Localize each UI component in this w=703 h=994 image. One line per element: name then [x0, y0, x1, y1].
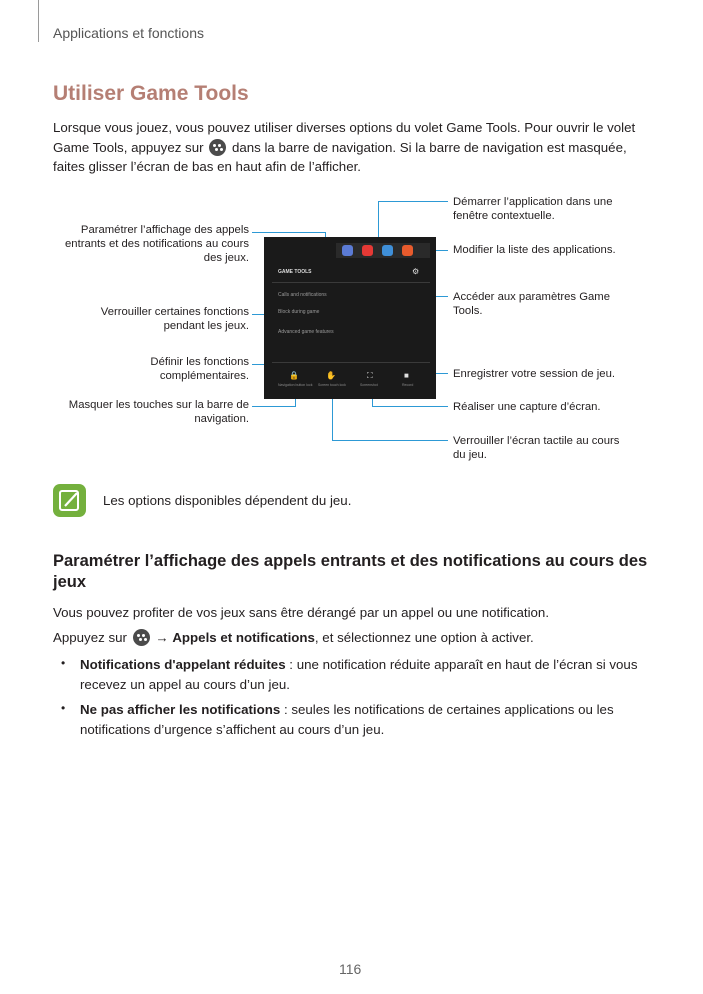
callout-settings: Accéder aux paramètres Game Tools. — [453, 291, 610, 317]
bullet-text: : une notification réduite apparaît en haut de l’écran si vous recevez un appel au cours d’un jeu. — [80, 657, 638, 692]
bullet-icon: • — [61, 701, 66, 715]
header-rule — [38, 0, 39, 42]
lock-icon: 🔒 — [289, 371, 299, 380]
app-icon — [342, 245, 353, 256]
bullet-text: : seules les notifications de certaines applications ou les notifications d’urgence s’affichent au cours d’un jeu. — [80, 702, 614, 737]
menu-item-calls: Calls and notifications — [278, 292, 327, 298]
touch-lock-icon: ✋ — [326, 371, 336, 380]
gear-icon: ⚙ — [412, 267, 420, 276]
callout-record: Enregistrer votre session de jeu. — [453, 368, 616, 380]
game-tools-icon — [209, 139, 226, 156]
leader-line — [372, 406, 448, 407]
leader-line — [378, 201, 448, 202]
instruction-paragraph — [53, 628, 648, 648]
callout-calls-notifications: Paramétrer l’affichage des appels entrants et des notifications au cours des jeux. — [65, 224, 249, 264]
app-icon — [402, 245, 413, 256]
page-number: 116 — [339, 961, 362, 977]
callout-edit-apps: Modifier la liste des applications. — [453, 244, 616, 256]
intro-text-1: Lorsque vous jouez, vous pouvez utiliser diverses options du volet Game Tools. Pour ouvrir le volet Game Tools, appuyez sur — [53, 120, 636, 155]
divider — [272, 362, 430, 363]
callout-nav-lock: Masquer les touches sur la barre de navigation. — [68, 399, 249, 425]
menu-item-block: Block during game — [278, 309, 320, 315]
menu-item-advanced: Advanced game features — [278, 329, 334, 335]
intro-paragraph — [53, 118, 648, 177]
leader-line — [252, 406, 295, 407]
bullet-title: Ne pas afficher les notifications — [80, 702, 281, 717]
page-title: Utiliser Game Tools — [53, 82, 249, 105]
callout-screenshot: Réaliser une capture d’écran. — [453, 401, 601, 413]
game-tools-icon — [133, 629, 150, 646]
arrow-icon: → — [155, 630, 169, 645]
instruction-suffix: , et sélectionnez une option à activer. — [314, 630, 534, 645]
callout-touch-lock: Verrouiller l’écran tactile au cours du jeu. — [453, 435, 620, 461]
menu-path: Appels et notifications — [172, 630, 315, 645]
callout-advanced-features: Définir les fonctions complémentaires. — [150, 356, 249, 382]
leader-line — [332, 440, 448, 441]
callout-block-functions: Verrouiller certaines fonctions pendant les jeux. — [100, 306, 249, 332]
bullet-item — [80, 700, 650, 740]
app-icon — [382, 245, 393, 256]
section-heading: Paramétrer l’affichage des appels entrants et des notifications au cours des jeux — [53, 552, 648, 591]
bullet-item — [80, 655, 650, 695]
record-icon: ■ — [404, 371, 409, 380]
app-icon — [362, 245, 373, 256]
screenshot-icon: ⛶ — [367, 371, 373, 380]
instruction-prefix: Appuyez sur — [53, 630, 127, 645]
leader-line — [332, 392, 333, 441]
note-text: Les options disponibles dépendent du jeu. — [103, 493, 352, 508]
button-label: Screen touch lock — [318, 383, 346, 387]
section-header: Applications et fonctions — [53, 25, 204, 41]
paragraph: Vous pouvez profiter de vos jeux sans être dérangé par un appel ou une notification. — [53, 605, 550, 620]
leader-line — [252, 232, 325, 233]
panel-title: GAME TOOLS — [278, 269, 312, 275]
bullet-title: Notifications d'appelant réduites — [80, 657, 286, 672]
button-label: Record — [402, 383, 414, 387]
game-tools-screenshot — [264, 237, 436, 399]
button-label: Screenshot — [360, 383, 378, 387]
button-label: Navigation button lock — [278, 383, 313, 387]
divider — [272, 282, 430, 283]
bullet-icon: • — [61, 656, 66, 670]
intro-text-2: dans la barre de navigation. Si la barre de navigation est masquée, faites glisser l’écran de bas en haut afin de l’afficher. — [53, 139, 627, 174]
note-icon — [53, 484, 86, 517]
callout-popup-window: Démarrer l’application dans une fenêtre contextuelle. — [453, 196, 613, 222]
